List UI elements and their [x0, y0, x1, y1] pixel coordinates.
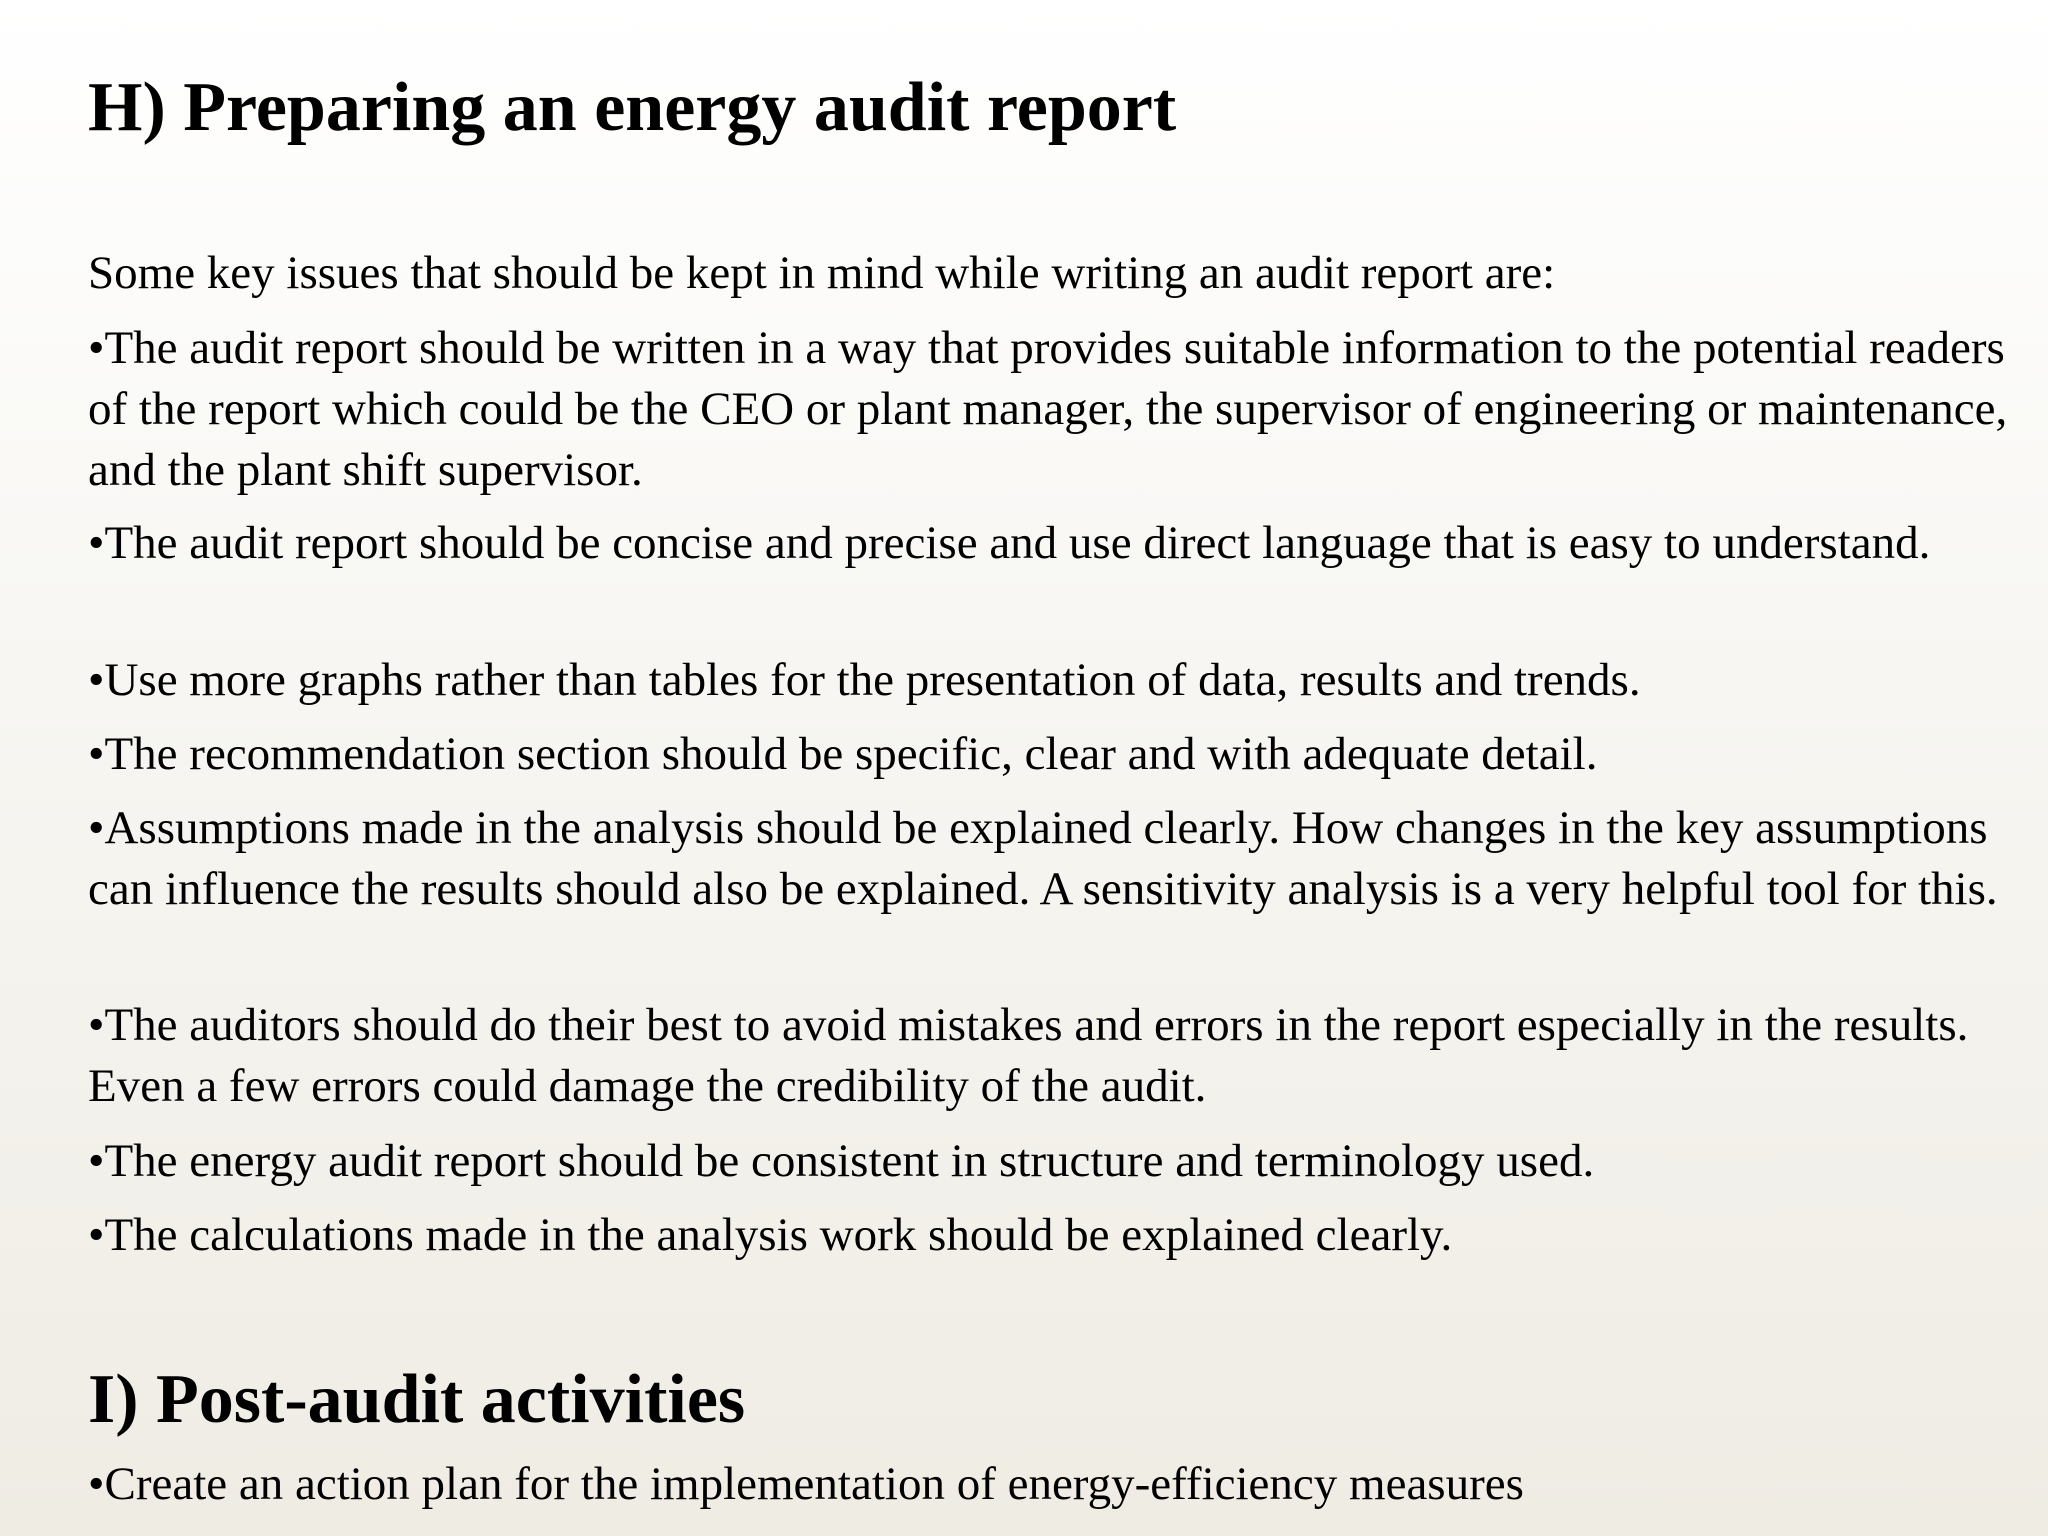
bullet-mark: • — [88, 728, 105, 780]
bullet-text: The calculations made in the analysis work should be explained clearly. — [104, 1209, 1453, 1261]
section-h-intro: Some key issues that should be kept in mind while writing an audit report are: — [88, 247, 1556, 299]
bullet-text: Use more graphs rather than tables for the presentation of data, results and trends. — [104, 654, 1641, 706]
bullet-text: The recommendation section should be specific, clear and with adequate detail. — [104, 728, 1598, 780]
bullet-mark: • — [88, 1458, 105, 1510]
list-item — [88, 724, 2008, 785]
bullet-text: The energy audit report should be consistent in structure and terminology used. — [104, 1135, 1595, 1187]
bullet-text: Create an action plan for the implementation of energy-efficiency measures — [104, 1458, 1524, 1510]
bullet-mark: • — [88, 1135, 105, 1187]
list-item — [88, 318, 2008, 501]
list-item — [88, 1454, 2008, 1515]
bullet-mark: • — [88, 654, 105, 706]
section-i-title: I) Post-audit activities — [88, 1361, 746, 1438]
bullet-mark: • — [88, 1209, 105, 1261]
list-item — [88, 513, 2008, 574]
bullet-text: The audit report should be concise and precise and use direct language that is easy to understand. — [104, 517, 1931, 569]
list-item — [88, 1131, 2008, 1192]
bullet-text: The auditors should do their best to avoid mistakes and errors in the report especially in the results. Even a few errors could damage the credibility of the audit. — [88, 999, 1969, 1112]
bullet-mark: • — [88, 999, 105, 1051]
bullet-mark: • — [88, 517, 105, 569]
list-item — [88, 650, 2008, 711]
bullet-text: Assumptions made in the analysis should be explained clearly. How changes in the key assumptions can influence the results should also be explained. A sensitivity analysis is a very helpful tool for this. — [88, 802, 1998, 915]
bullet-text: The audit report should be written in a way that provides suitable information to the potential readers of the report which could be the CEO or plant manager, the supervisor of engineering or maintenance, and the plant shift supervisor. — [88, 322, 2008, 496]
bullet-mark: • — [88, 322, 105, 374]
section-h-title: H) Preparing an energy audit report — [88, 69, 1177, 146]
list-item — [88, 1205, 2008, 1266]
bullet-mark: • — [88, 802, 105, 854]
list-item — [88, 798, 2008, 920]
list-item — [88, 995, 2008, 1117]
